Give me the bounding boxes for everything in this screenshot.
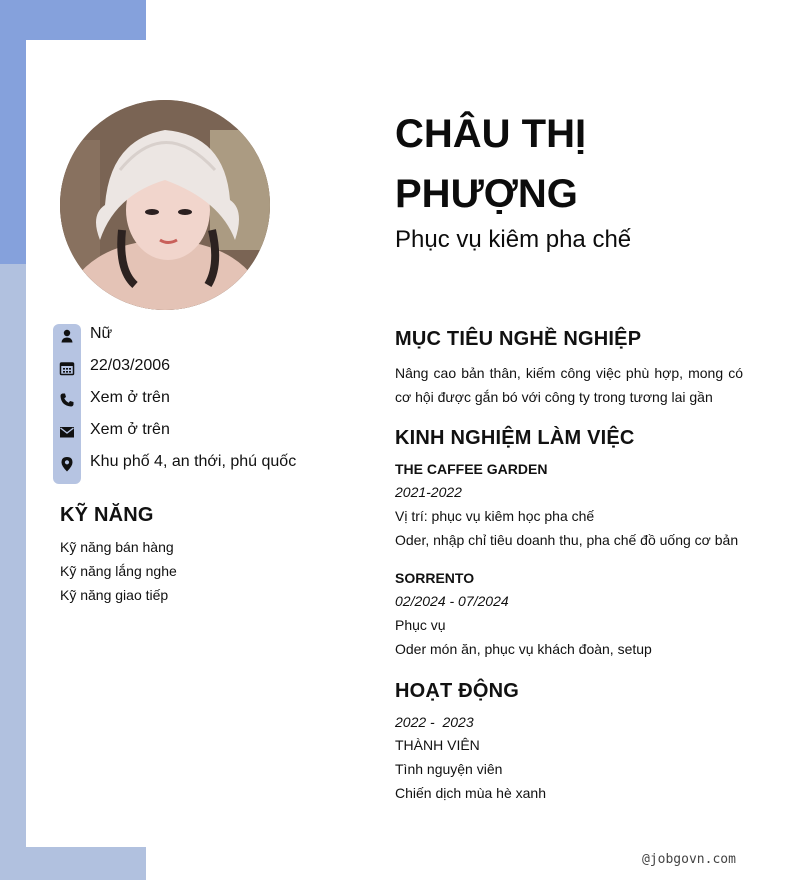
skills-heading: KỸ NĂNG — [60, 504, 154, 526]
candidate-name: CHÂU THỊ PHƯỢNG — [395, 112, 587, 216]
job-position: Phục vụ — [395, 617, 446, 633]
activity-role: THÀNH VIÊN — [395, 737, 480, 753]
mail-icon — [59, 424, 75, 440]
job-company: THE CAFFEE GARDEN — [395, 461, 548, 477]
objective-text: Nâng cao bản thân, kiếm công việc phù hợp, mong có cơ hội được gắn bó với công ty trong tương lai gần — [395, 365, 743, 405]
contact-gender: Nữ — [53, 321, 353, 353]
activity-organization: Tình nguyện viên — [395, 761, 503, 777]
job-description: Oder, nhập chỉ tiêu doanh thu, pha chế đồ uống cơ bản — [395, 532, 739, 548]
job-position: Vị trí: phục vụ kiêm học pha chế — [395, 508, 595, 524]
watermark: @jobgovn.com — [642, 852, 736, 867]
job-description: Oder món ăn, phục vụ khách đoàn, setup — [395, 641, 652, 657]
candidate-job-title: Phục vụ kiêm pha chế — [395, 226, 632, 253]
phone-icon — [59, 392, 75, 408]
profile-photo — [60, 100, 270, 310]
job-period: 02/2024 - 07/2024 — [395, 593, 509, 609]
skill-item: Kỹ năng giao tiếp — [60, 587, 169, 603]
person-icon — [59, 328, 75, 344]
calendar-icon — [59, 360, 75, 376]
objective-heading: MỤC TIÊU NGHỀ NGHIỆP — [395, 328, 642, 350]
activities-heading: HOẠT ĐỘNG — [395, 680, 520, 702]
job-company: SORRENTO — [395, 570, 475, 586]
activity-period: 2022 - 2023 — [395, 714, 474, 730]
contact-birthday: 22/03/2006 — [53, 353, 353, 385]
contact-address: Khu phố 4, an thới, phú quốc — [53, 449, 353, 481]
job-period: 2021-2022 — [395, 484, 462, 500]
location-pin-icon — [59, 456, 75, 472]
contact-email: Xem ở trên — [53, 417, 353, 449]
skill-item: Kỹ năng lắng nghe — [60, 563, 177, 579]
activity-description: Chiến dịch mùa hè xanh — [395, 785, 546, 801]
experience-heading: KINH NGHIỆM LÀM VIỆC — [395, 427, 635, 449]
skill-item: Kỹ năng bán hàng — [60, 539, 174, 555]
contact-phone: Xem ở trên — [53, 385, 353, 417]
